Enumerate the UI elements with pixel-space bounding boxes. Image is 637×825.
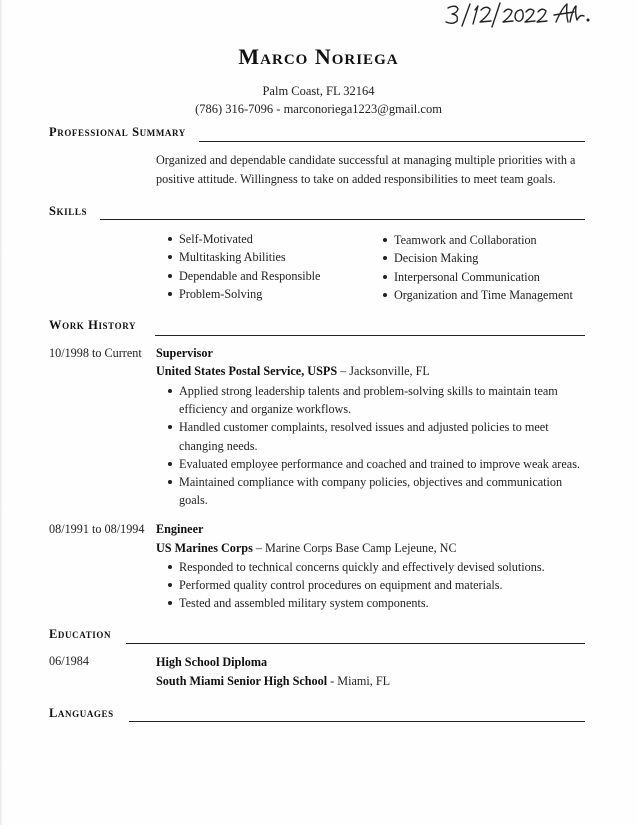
section-title-work-history: Work History	[49, 318, 137, 332]
job-bullet: Applied strong leadership talents and problem-solving skills to maintain team efficiency and organize workflows.	[166, 382, 586, 418]
job-bullets	[166, 558, 586, 613]
skill-item: Teamwork and Collaboration	[381, 231, 573, 249]
candidate-location: Palm Coast, FL 32164	[262, 84, 375, 98]
job-bullet: Maintained compliance with company policies, objectives and communication goals.	[166, 473, 586, 509]
section-rule-skills	[100, 219, 585, 220]
education-school: South Miami Senior High School	[156, 674, 328, 688]
job-dates: 10/1998 to Current	[49, 346, 142, 360]
skill-item: Organization and Time Management	[381, 286, 573, 304]
job-employer-line	[156, 541, 457, 556]
education-degree: High School Diploma	[156, 655, 268, 669]
job-title: Engineer	[156, 522, 204, 536]
handwritten-date-annotation	[418, 0, 598, 32]
skills-list-left	[166, 230, 320, 303]
section-title-education: Education	[49, 627, 112, 641]
scan-edge	[0, 0, 3, 825]
job-bullet: Responded to technical concerns quickly and effectively devised solutions.	[166, 558, 586, 576]
summary-line: Organized and dependable candidate successful at managing multiple priorities with a	[156, 153, 576, 167]
job-bullet: Evaluated employee performance and coached and trained to improve weak areas.	[166, 455, 586, 473]
section-rule-education	[126, 643, 585, 644]
handwritten-date-glyphs	[418, 0, 598, 32]
candidate-contact: (786) 316-7096 - marconoriega1223@gmail.com	[195, 102, 442, 116]
job-title: Supervisor	[156, 346, 213, 360]
education-school-line	[156, 674, 390, 689]
job-dates: 08/1991 to 08/1994	[49, 522, 145, 536]
skill-item: Multitasking Abilities	[166, 248, 320, 266]
summary-line: positive attitude. Willingness to take on added responsibilities to meet team goals.	[156, 172, 556, 186]
summary-paragraph	[156, 151, 586, 189]
skill-item: Problem-Solving	[166, 285, 320, 303]
skills-list-right	[381, 231, 573, 304]
section-title-summary: Professional Summary	[49, 125, 186, 139]
skill-item: Self-Motivated	[166, 230, 320, 248]
job-bullet: Handled customer complaints, resolved issues and adjusted policies to meet changing needs.	[166, 418, 586, 454]
job-bullets	[166, 382, 586, 509]
education-location: - Miami, FL	[327, 674, 391, 688]
job-bullet: Tested and assembled military system components.	[166, 594, 586, 612]
candidate-name: Marco Noriega	[238, 44, 399, 69]
section-rule-languages	[129, 721, 585, 722]
job-employer-line	[156, 364, 430, 379]
job-bullet: Performed quality control procedures on equipment and materials.	[166, 576, 586, 594]
section-title-languages: Languages	[49, 706, 114, 720]
job-location: – Jacksonville, FL	[337, 364, 430, 378]
section-rule-summary	[199, 141, 585, 142]
skill-item: Decision Making	[381, 249, 573, 267]
job-employer: United States Postal Service, USPS	[156, 364, 338, 378]
job-location: – Marine Corps Base Camp Lejeune, NC	[252, 541, 457, 555]
education-date: 06/1984	[49, 654, 89, 668]
job-employer: US Marines Corps	[156, 541, 253, 555]
section-title-skills: Skills	[49, 204, 88, 218]
section-rule-work-history	[155, 335, 585, 336]
skill-item: Dependable and Responsible	[166, 267, 320, 285]
skill-item: Interpersonal Communication	[381, 268, 573, 286]
